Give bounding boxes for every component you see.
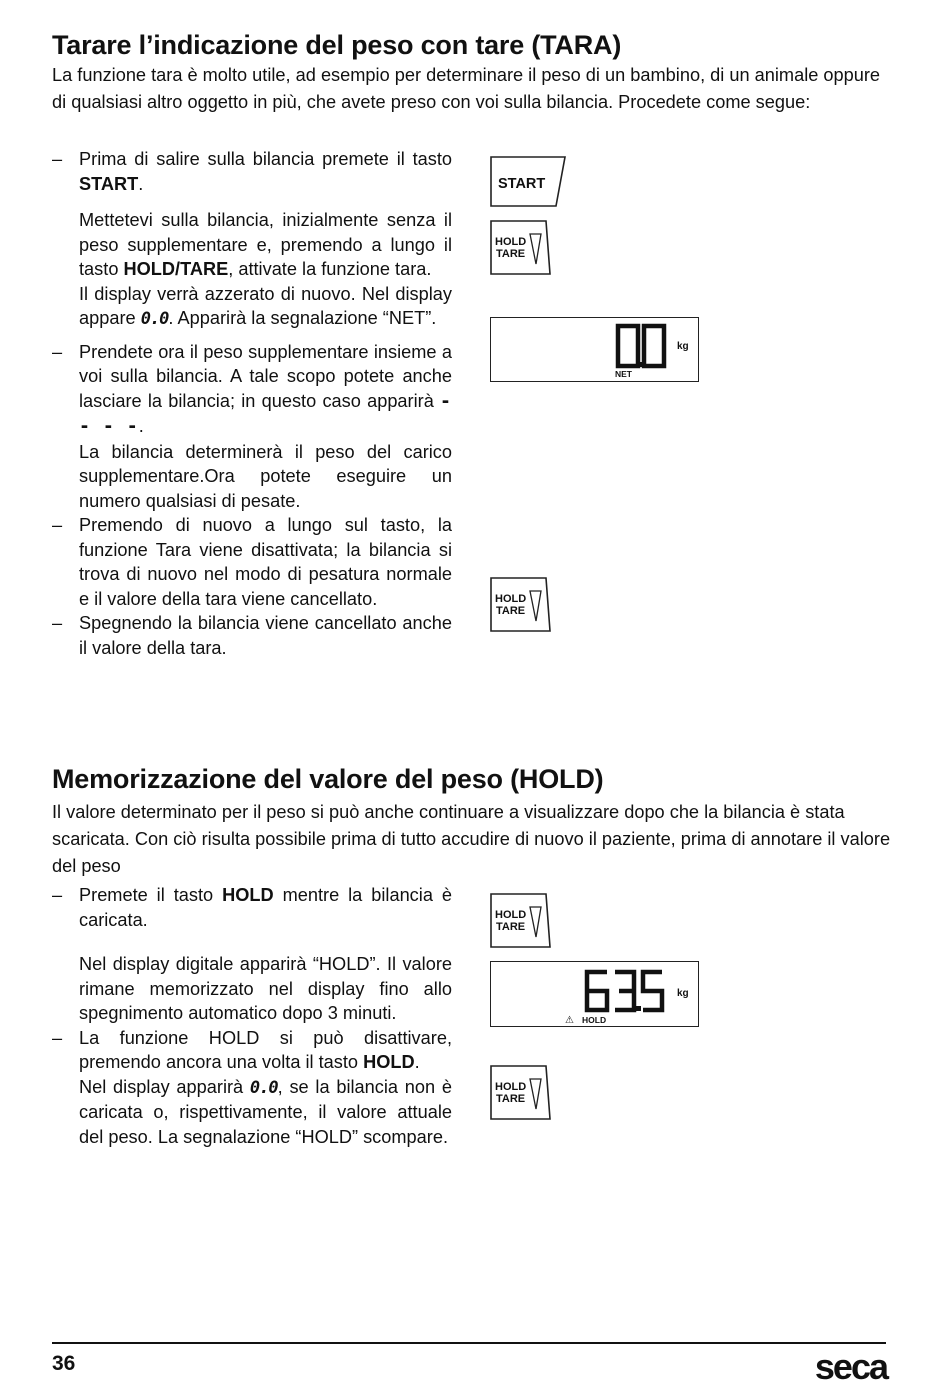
paragraph: La bilancia determinerà il peso del carico supplementare.Ora potete eseguire un numero qualsiasi di pesate.	[79, 441, 452, 511]
hold-tare-key-icon	[490, 577, 552, 633]
hold-key-label: HOLD	[495, 909, 527, 921]
list-item: – Prendete ora il peso supplementare insieme a voi sulla bilancia. A tale scopo potete anche lasciare la bilancia; in questo caso apparirà - - - -.	[52, 341, 452, 437]
tare-key-label: TARE	[496, 1093, 526, 1105]
tare-key-label: TARE	[496, 921, 526, 933]
display-hold-indicator: HOLD	[582, 1015, 607, 1025]
hold-tare-key-icon	[490, 220, 552, 276]
tara-instructions	[52, 147, 452, 660]
hold-key-label: HOLD	[495, 593, 527, 605]
section-intro-hold: Il valore determinato per il peso si può anche continuare a visualizzare dopo che la bilancia è stata scaricata. Con ciò risulta possibile prima di tutto accudire di nuovo il paziente, prima di annotare il valore del peso	[52, 802, 891, 876]
paragraph: Il display verrà azzerato di nuovo. Nel display appare 0.0. Apparirà la segnalazione “NET”.	[79, 283, 452, 329]
start-key-icon	[490, 156, 568, 208]
list-item: – Prima di salire sulla bilancia premete il tasto START.	[52, 149, 452, 194]
page-number: 36	[52, 1352, 76, 1375]
section-intro-tara: La funzione tara è molto utile, ad esempio per determinare il peso di un bambino, di un animale oppure di qualsiasi altro oggetto in più, che avete preso con voi sulla bilancia. Procedete come segue:	[52, 65, 881, 112]
lcd-inline-value: 0.0	[249, 1077, 278, 1098]
paragraph: Nel display apparirà 0.0, se la bilancia non è caricata o, rispettivamente, il valore attuale del peso. La segnalazione “HOLD” scompare.	[79, 1076, 452, 1147]
tare-key-label: TARE	[496, 248, 526, 260]
list-item: – Spegnendo la bilancia viene cancellato anche il valore della tara.	[52, 613, 452, 658]
display-unit: kg	[677, 988, 689, 999]
section-title-tara: Tarare l’indicazione del peso con tare (TARA)	[52, 30, 622, 60]
start-key-label: START	[498, 176, 546, 192]
list-item: – Premete il tasto HOLD mentre la bilancia è caricata.	[52, 885, 452, 930]
footer-rule	[52, 1342, 886, 1344]
display-unit: kg	[677, 341, 689, 352]
hold-key-label: HOLD	[495, 236, 527, 248]
lcd-digits-hold	[491, 962, 698, 1026]
list-item: – Premendo di nuovo a lungo sul tasto, la funzione Tara viene disattivata; la bilancia si trova di nuovo nel modo di pesatura normale e il valore della tara viene cancellato.	[52, 515, 452, 609]
lcd-digits-net	[491, 318, 698, 381]
section-title-hold: Memorizzazione del valore del peso (HOLD)	[52, 764, 604, 794]
scale-display-hold	[490, 961, 699, 1027]
hold-tare-key-icon	[490, 1065, 552, 1121]
lcd-inline-value: 0.0	[140, 309, 169, 329]
list-item: – La funzione HOLD si può disattivare, premendo ancora una volta il tasto HOLD.	[52, 1027, 452, 1072]
display-net-indicator: NET	[615, 369, 632, 379]
paragraph: Mettetevi sulla bilancia, inizialmente senza il peso supplementare e, premendo a lungo il tasto HOLD/TARE, attivate la funzione tara.	[79, 210, 452, 279]
hold-key-label: HOLD	[495, 1081, 527, 1093]
paragraph: Nel display digitale apparirà “HOLD”. Il valore rimane memorizzato nel display fino allo spegnimento automatico dopo 3 minuti.	[79, 954, 452, 1023]
tare-key-label: TARE	[496, 605, 526, 617]
brand-logo: seca	[814, 1346, 887, 1387]
scale-display-net	[490, 317, 699, 382]
hold-instructions	[52, 883, 452, 1149]
lcd-dashes: - - - -	[79, 390, 452, 437]
hold-tare-key-icon	[490, 893, 552, 949]
warning-icon: ⚠	[565, 1015, 574, 1026]
